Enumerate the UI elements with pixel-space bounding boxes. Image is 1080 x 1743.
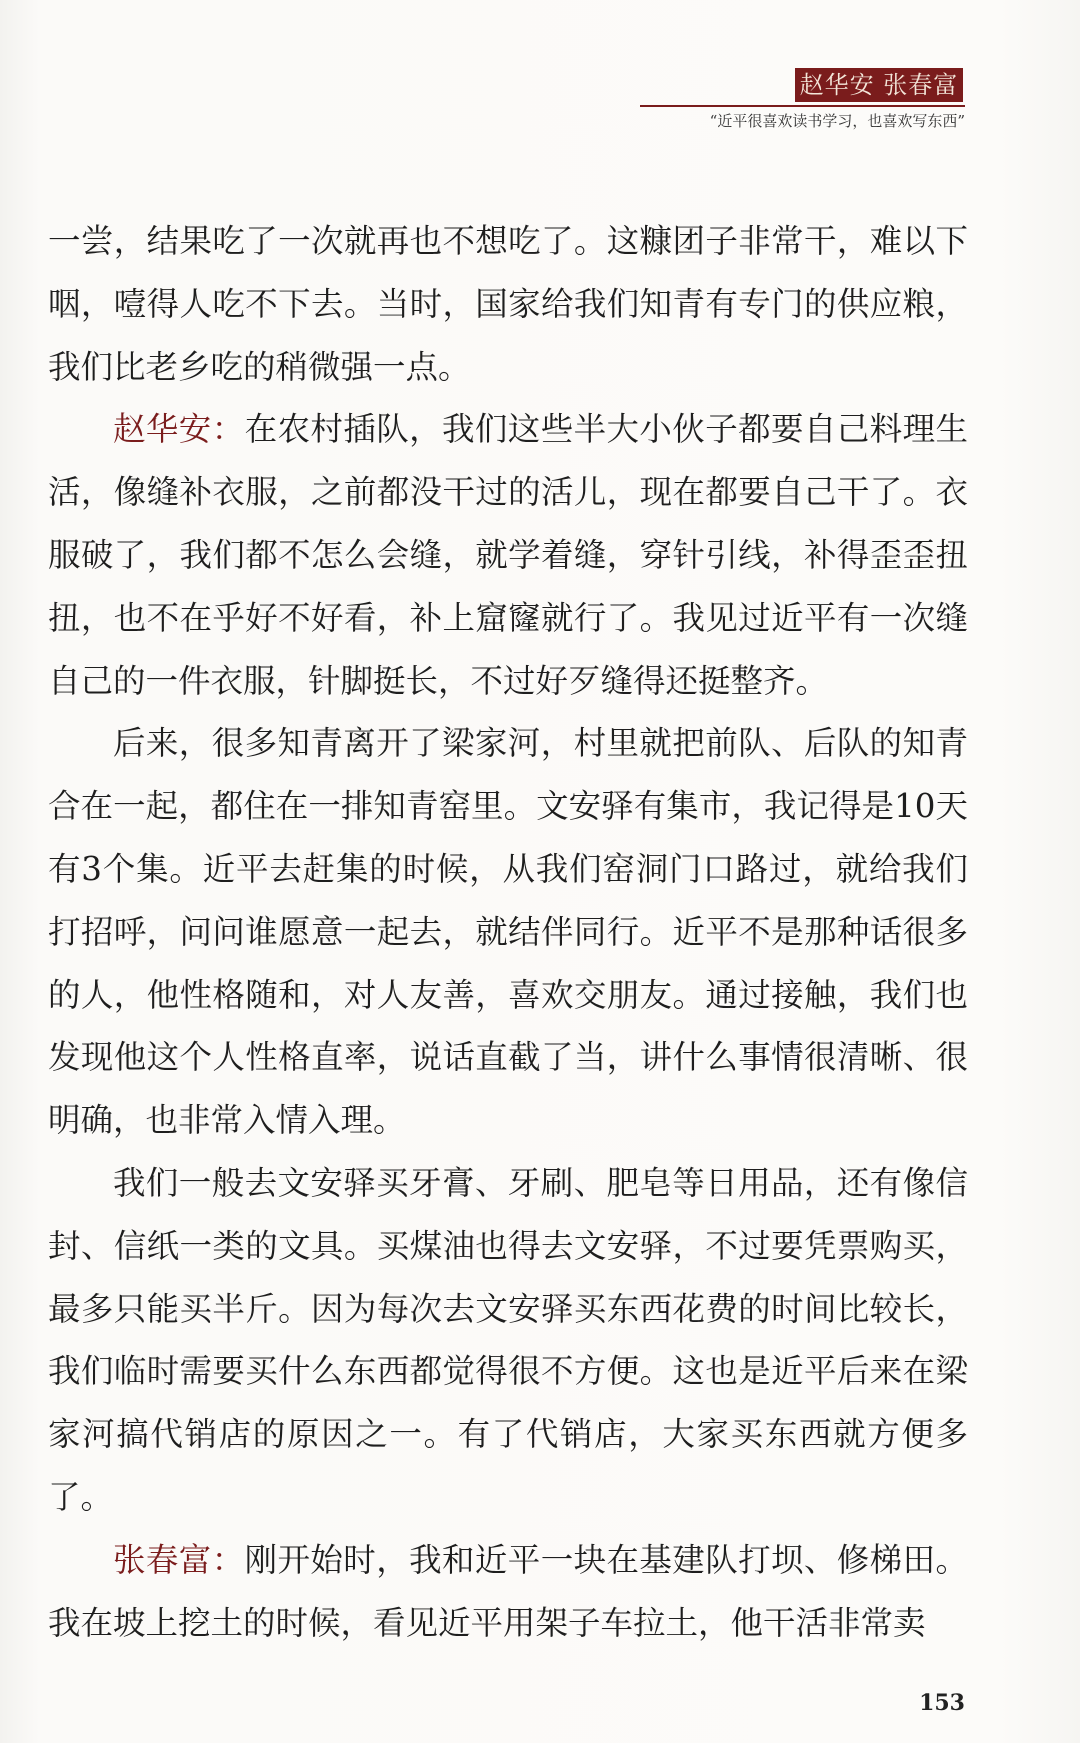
paragraph xyxy=(48,1529,968,1655)
page-number: 153 xyxy=(919,1690,965,1716)
paragraph-text: 我们一般去文安驿买牙膏、牙刷、肥皂等日用品，还有像信封、信纸一类的文具。买煤油也得去文安驿，不过要凭票购买，最多只能买半斤。因为每次去文安驿买东西花费的时间比较长，我们临时需要买什么东西都觉得很不方便。这也是近平后来在梁家河搞代销店的原因之一。有了代销店，大家买东西就方便多了。 xyxy=(48,1163,968,1516)
paragraph-text: 一尝，结果吃了一次就再也不想吃了。这糠团子非常干，难以下咽，噎得人吃不下去。当时，国家给我们知青有专门的供应粮，我们比老乡吃的稍微强一点。 xyxy=(48,222,968,386)
paragraph xyxy=(48,398,968,712)
paragraph-text: 刚开始时，我和近平一块在基建队打坝、修梯田。我在坡上挖土的时候，看见近平用架子车拉土，他干活非常卖 xyxy=(48,1540,968,1642)
paragraph xyxy=(48,712,968,1152)
speaker-name: 赵华安： xyxy=(113,410,245,449)
running-header-title: 赵华安 张春富 xyxy=(795,68,963,102)
paragraph-text: 后来，很多知青离开了梁家河，村里就把前队、后队的知青合在一起，都住在一排知青窑里。文安驿有集市，我记得是10天有3个集。近平去赶集的时候，从我们窑洞门口路过，就给我们打招呼，问问谁愿意一起去，就结伴同行。近平不是那种话很多的人，他性格随和，对人友善，喜欢交朋友。通过接触，我们也发现他这个人性格直率，说话直截了当，讲什么事情很清晰、很明确，也非常入情入理。 xyxy=(48,724,968,1140)
speaker-name: 张春富： xyxy=(113,1540,245,1579)
running-header-subtitle: “近平很喜欢读书学习，也喜欢写东西” xyxy=(709,112,965,130)
body-text xyxy=(48,210,968,1654)
header-divider xyxy=(640,105,965,107)
paragraph xyxy=(48,1152,968,1529)
paragraph xyxy=(48,210,968,398)
paragraph-text: 在农村插队，我们这些半大小伙子都要自己料理生活，像缝补衣服，之前都没干过的活儿，现在都要自己干了。衣服破了，我们都不怎么会缝，就学着缝，穿针引线，补得歪歪扭扭，也不在乎好不好看，补上窟窿就行了。我见过近平有一次缝自己的一件衣服，针脚挺长，不过好歹缝得还挺整齐。 xyxy=(48,410,968,700)
